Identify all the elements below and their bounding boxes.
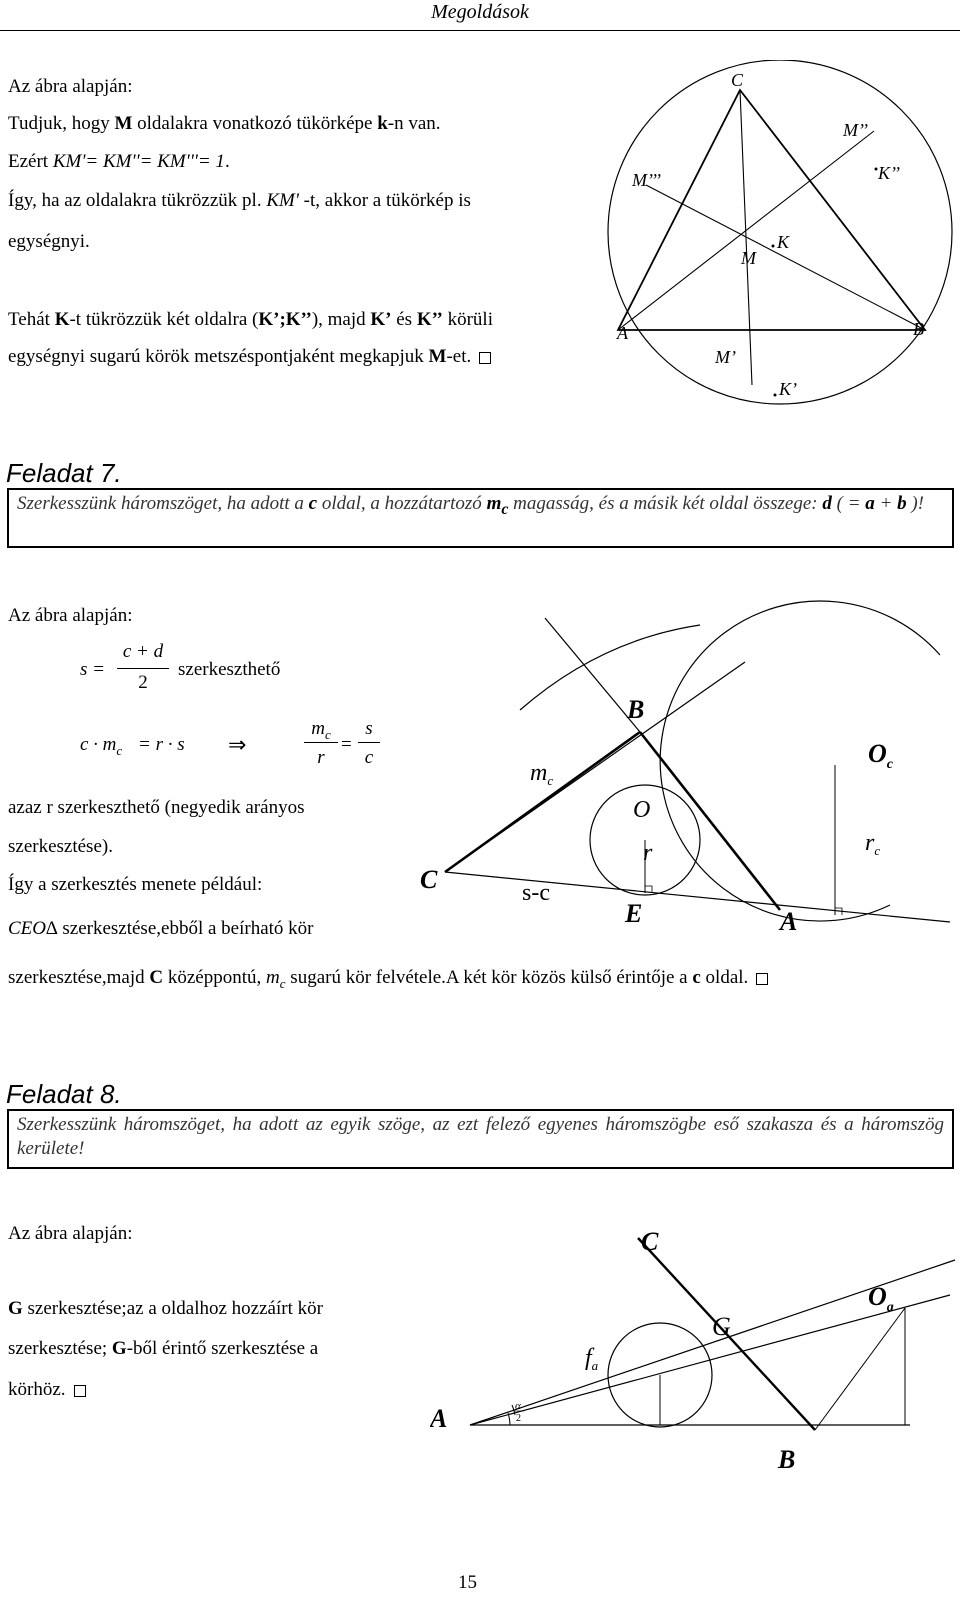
page-number: 15 bbox=[458, 1572, 477, 1593]
fig2-label-Oc: $O_c$ bbox=[868, 739, 893, 772]
fig1-label-M3: M’’’ bbox=[632, 170, 661, 190]
fig2-label-A: A bbox=[780, 907, 798, 936]
task8-line2: G szerkesztése;az a oldalhoz hozzáírt kör bbox=[8, 1298, 323, 1319]
s1-line5: egységnyi. bbox=[8, 231, 90, 252]
task8-line4: körhöz. bbox=[8, 1379, 86, 1401]
fig2-label-s-c: s-c bbox=[522, 880, 550, 906]
s1-line4: Így, ha az oldalakra tükrözzük pl. KM' -t, akkor a tükörkép is bbox=[8, 190, 471, 211]
fig1-label-K1: K’ bbox=[779, 379, 797, 399]
task7-formula1-den: 2 bbox=[138, 672, 148, 693]
task7-line4: szerkesztése). bbox=[8, 836, 113, 857]
fig1-label-B: B bbox=[913, 319, 924, 339]
fig2-label-r: r bbox=[643, 840, 653, 866]
fig2-label-B: B bbox=[627, 695, 645, 724]
s1-line7: egységnyi sugarú körök metszéspontjaként megkapjuk M-et. bbox=[8, 346, 491, 368]
fig2-excircle bbox=[660, 601, 940, 921]
fig3-label-fa: $f_a$ bbox=[585, 1345, 599, 1373]
task7-formula2-left: $c \cdot m_c$ bbox=[80, 734, 123, 758]
task7-formula2-arrow: ⇒ bbox=[228, 732, 247, 757]
task7-formula1-after: szerkeszthető bbox=[178, 659, 281, 680]
s1-line1: Az ábra alapján: bbox=[8, 76, 133, 97]
task7-line3: azaz r szerkeszthető (negyedik arányos bbox=[8, 797, 305, 818]
fig2-label-mc: $m_c$ bbox=[530, 760, 554, 788]
fig2-side-CB bbox=[445, 732, 640, 872]
task7-line6: CEO∆ szerkesztése,ebből a beírható kör bbox=[8, 918, 314, 939]
fig1-label-M1: M’ bbox=[715, 347, 736, 367]
task8-title: Feladat 8. bbox=[6, 1079, 122, 1109]
fig2-label-rc: $r_c$ bbox=[865, 830, 881, 858]
task7-formula1-s: s = bbox=[80, 659, 105, 680]
page-header bbox=[0, 0, 960, 31]
task7-formula2-den2: c bbox=[364, 747, 374, 768]
task7-formula2-eq: = bbox=[341, 734, 352, 755]
fig3-label-Oa: $O_a$ bbox=[868, 1282, 894, 1315]
header-title: Megoldások bbox=[431, 1, 529, 23]
figure-2-triangle-circles bbox=[400, 600, 960, 950]
task7-formula2-bar2 bbox=[358, 742, 380, 743]
s1-line2: Tudjuk, hogy M oldalakra vonatkozó tükörképe k-n van. bbox=[8, 113, 441, 134]
task7-title: Feladat 7. bbox=[6, 458, 122, 488]
fig2-side-c bbox=[640, 732, 780, 910]
fig2-side-c-ext bbox=[545, 618, 640, 732]
fig1-line-c bbox=[646, 185, 925, 330]
fig2-tangent-lower bbox=[445, 872, 950, 922]
task7-formula1-num: c + d bbox=[122, 641, 164, 662]
s1-line3: Ezért KM'= KM''= KM'''= 1. bbox=[8, 151, 230, 172]
s1-line6: Tehát K-t tükrözzük két oldalra (K’;K’’), majd K’ és K’’ körüli bbox=[8, 309, 493, 330]
figure-1-circle-triangle bbox=[600, 60, 960, 420]
fig3-label-A: A bbox=[430, 1404, 448, 1433]
fig1-label-M: M bbox=[741, 248, 756, 268]
qed-square-7 bbox=[756, 973, 768, 985]
task7-formula2-num2: s bbox=[365, 718, 373, 739]
task8-line1: Az ábra alapján: bbox=[8, 1223, 133, 1244]
fig1-point-K bbox=[772, 245, 775, 248]
task7-formula2-mid: = r · s bbox=[138, 734, 185, 755]
fig3-label-B: B bbox=[778, 1445, 796, 1474]
task7-line1: Az ábra alapján: bbox=[8, 605, 133, 626]
task7-line7: szerkesztése,majd C középpontú, $m_c$ sugarú kör felvétele.A két kör közös külső érintője a c oldal. bbox=[8, 967, 768, 995]
fig1-point-K2 bbox=[875, 168, 878, 171]
fig2-label-E: E bbox=[625, 899, 643, 928]
fig1-point-K1 bbox=[774, 394, 777, 397]
qed-square bbox=[479, 352, 491, 364]
task7-formula2-den1: r bbox=[317, 747, 325, 768]
task8-line3: szerkesztése; G-ből érintő szerkesztése a bbox=[8, 1338, 319, 1359]
fig1-label-K: K bbox=[777, 232, 790, 252]
qed-square-8 bbox=[74, 1385, 86, 1397]
fig1-label-C: C bbox=[731, 70, 744, 90]
task7-formula2-num1: $m_c$ bbox=[311, 718, 331, 742]
figure-3-triangle-excircle bbox=[430, 1215, 960, 1505]
task7-formula1-bar bbox=[117, 668, 169, 669]
fig3-label-alpha-num: α bbox=[515, 1400, 521, 1412]
fig1-label-A: A bbox=[617, 323, 628, 343]
task8-box: Szerkesszünk háromszöget, ha adott az egyik szöge, az ezt felező egyenes háromszögbe eső szakasza és a háromszög kerülete! bbox=[7, 1109, 954, 1169]
fig2-label-C: C bbox=[420, 865, 438, 894]
fig3-label-alpha-den: 2 bbox=[516, 1413, 521, 1424]
fig3-label-G: G bbox=[712, 1312, 731, 1341]
fig1-label-M2: M’’ bbox=[843, 120, 868, 140]
fig3-line-OaB bbox=[815, 1308, 905, 1430]
fig3-label-C: C bbox=[641, 1227, 659, 1256]
fig2-label-O: O bbox=[633, 797, 651, 823]
fig1-label-K2: K’’ bbox=[878, 163, 900, 183]
task7-formula2-bar1 bbox=[304, 742, 338, 743]
task7-line5: Így a szerkesztés menete például: bbox=[8, 874, 263, 895]
task7-box: Szerkesszünk háromszöget, ha adott a c oldal, a hozzátartozó $m_c$ magasság, és a másik két oldal összege: d ( = a + b )! bbox=[7, 488, 954, 548]
